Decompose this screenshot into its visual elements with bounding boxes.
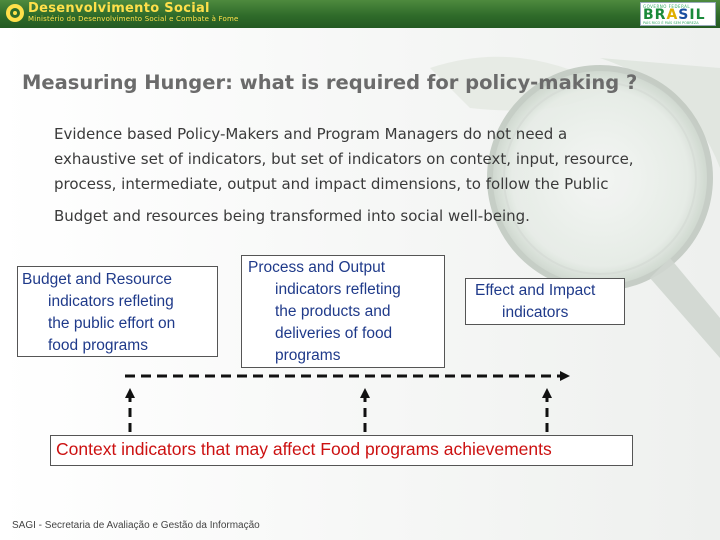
flow-timeline-arrowhead: [560, 371, 570, 381]
context-arrowhead-3: [542, 388, 552, 398]
process-box-line-4: deliveries of food: [275, 325, 393, 342]
ministry-subtitle: Ministério do Desenvolvimento Social e Combate à Fome: [28, 15, 239, 23]
ministry-name: Desenvolvimento Social: [28, 1, 210, 16]
slide-title: Measuring Hunger: what is required for policy-making ?: [22, 71, 638, 94]
brasil-logo-top: GOVERNO FEDERAL: [643, 4, 691, 9]
context-arrowhead-1: [125, 388, 135, 398]
body-line-1: Evidence based Policy-Makers and Program Managers do not need a: [54, 125, 568, 143]
budget-box-line-2: indicators refleting: [48, 293, 174, 310]
process-output-box: [241, 255, 445, 368]
effect-box-line-1: Effect and Impact: [475, 282, 596, 299]
footer-text: SAGI - Secretaria de Avaliação e Gestão da Informação: [12, 520, 260, 531]
budget-box-line-3: the public effort on: [48, 315, 176, 332]
brasil-logo-word: BRASIL: [643, 7, 706, 23]
process-box-line-5: programs: [275, 347, 341, 364]
body-line-4: Budget and resources being transformed into social well-being.: [54, 207, 530, 225]
effect-impact-box: [465, 278, 625, 325]
context-arrowhead-2: [360, 388, 370, 398]
budget-resource-box: [17, 266, 218, 357]
budget-box-line-1: Budget and Resource: [22, 271, 172, 288]
brasil-logo-bottom: PAÍS RICO É PAÍS SEM POBREZA: [643, 21, 699, 25]
effect-box-line-2: indicators: [502, 304, 569, 321]
process-box-line-1: Process and Output: [248, 259, 385, 276]
context-indicators-box: Context indicators that may affect Food programs achievements: [50, 435, 633, 466]
body-line-3: process, intermediate, output and impact dimensions, to follow the Public: [54, 175, 609, 193]
process-box-line-3: the products and: [275, 303, 391, 320]
body-line-2: exhaustive set of indicators, but set of indicators on context, input, resource,: [54, 150, 634, 168]
process-box-line-2: indicators refleting: [275, 281, 401, 298]
budget-box-line-4: food programs: [48, 337, 148, 354]
